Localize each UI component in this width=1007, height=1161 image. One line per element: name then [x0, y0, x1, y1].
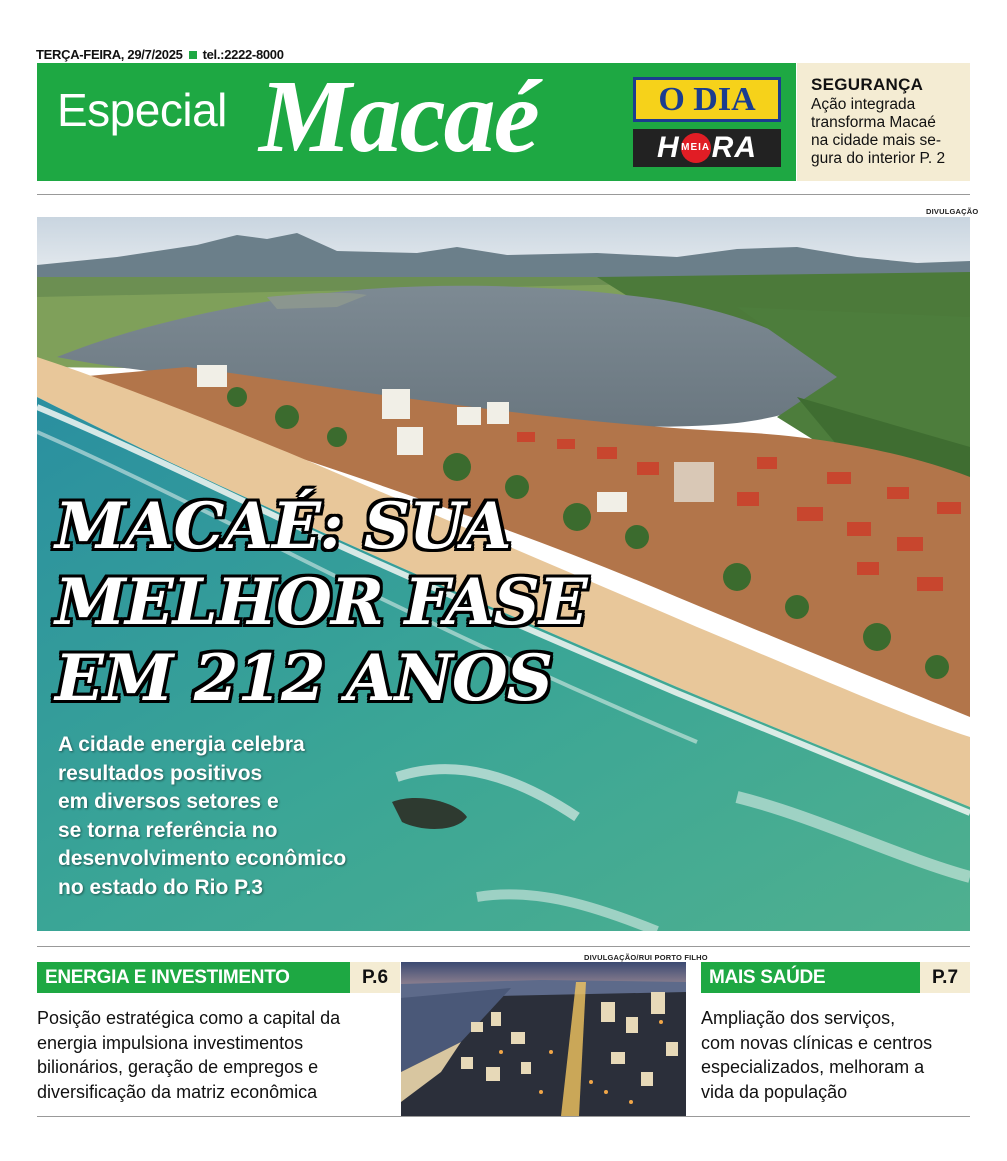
teaser-line: Ampliação dos serviços,	[701, 1008, 896, 1028]
security-text-line: gura do interior P. 2	[811, 150, 946, 167]
o-dia-logo: O DIA	[633, 77, 781, 122]
section-energia[interactable]	[37, 962, 400, 993]
meia-hora-logo-rest: RA	[711, 131, 757, 164]
deck-line: em diversos setores e	[58, 790, 279, 813]
teaser-line: Posição estratégica como a capital da	[37, 1008, 341, 1028]
meia-hora-logo	[633, 129, 781, 167]
security-text	[811, 96, 970, 168]
section-saude-label: MAIS SAÚDE	[701, 962, 920, 993]
tel-number: 2222-8000	[224, 47, 284, 62]
teaser-line: diversificação da matriz econômica	[37, 1081, 318, 1102]
teaser-line: com novas clínicas e centros	[701, 1032, 933, 1053]
deck-line: resultados positivos	[58, 761, 263, 785]
security-text-line: transforma Macaé	[811, 114, 936, 131]
middle-divider	[37, 946, 970, 947]
security-teaser[interactable]	[797, 63, 970, 181]
city-night-photo[interactable]	[401, 962, 686, 1116]
teaser-line: especializados, melhoram a	[701, 1057, 925, 1077]
bottom-divider	[37, 1116, 970, 1117]
deck-line: no estado do Rio P.3	[58, 875, 263, 899]
deck-line: A cidade energia celebra	[58, 733, 305, 756]
top-divider	[37, 194, 970, 195]
date-text: TERÇA-FEIRA, 29/7/2025	[36, 47, 183, 62]
saude-teaser	[701, 1006, 932, 1104]
square-bullet-icon	[189, 51, 197, 59]
hero-photo[interactable]	[37, 217, 970, 931]
section-energia-label: ENERGIA E INVESTIMENTO	[37, 962, 350, 993]
especial-label: Especial	[57, 84, 227, 136]
teaser-line: vida da população	[701, 1081, 848, 1102]
hero-photo-credit: DIVULGAÇÃO	[926, 207, 979, 216]
teaser-line: energia impulsiona investimentos	[37, 1032, 304, 1053]
deck-line: desenvolvimento econômico	[58, 847, 347, 870]
deck-line: se torna referência no	[58, 818, 278, 842]
security-kicker: SEGURANÇA	[811, 75, 924, 94]
section-energia-page: P.6	[350, 962, 400, 993]
security-text-line: na cidade mais se-	[811, 132, 942, 149]
headline-line: EM 212 ANOS	[55, 641, 552, 716]
city-night-illustration	[401, 962, 686, 1116]
security-text-line: Ação integrada	[811, 96, 916, 113]
section-saude[interactable]	[701, 962, 970, 993]
masthead	[37, 63, 796, 181]
meia-hora-logo-h: H	[656, 131, 680, 164]
section-saude-page: P.7	[920, 962, 970, 993]
thumb-photo-credit: DIVULGAÇÃO/RUI PORTO FILHO	[584, 953, 708, 962]
energia-teaser	[37, 1006, 340, 1104]
hero-deck	[58, 731, 346, 902]
tel-label: tel.:	[202, 47, 225, 62]
headline-line: MACAÉ: SUA	[55, 489, 511, 564]
dateline	[36, 47, 284, 62]
headline-line: MELHOR FASE	[55, 565, 587, 640]
meia-hora-logo-meia: MEIA	[681, 133, 711, 163]
hero-headline	[55, 489, 587, 717]
teaser-line: bilionários, geração de empregos e	[37, 1057, 319, 1077]
masthead-title: Macaé	[259, 63, 538, 174]
